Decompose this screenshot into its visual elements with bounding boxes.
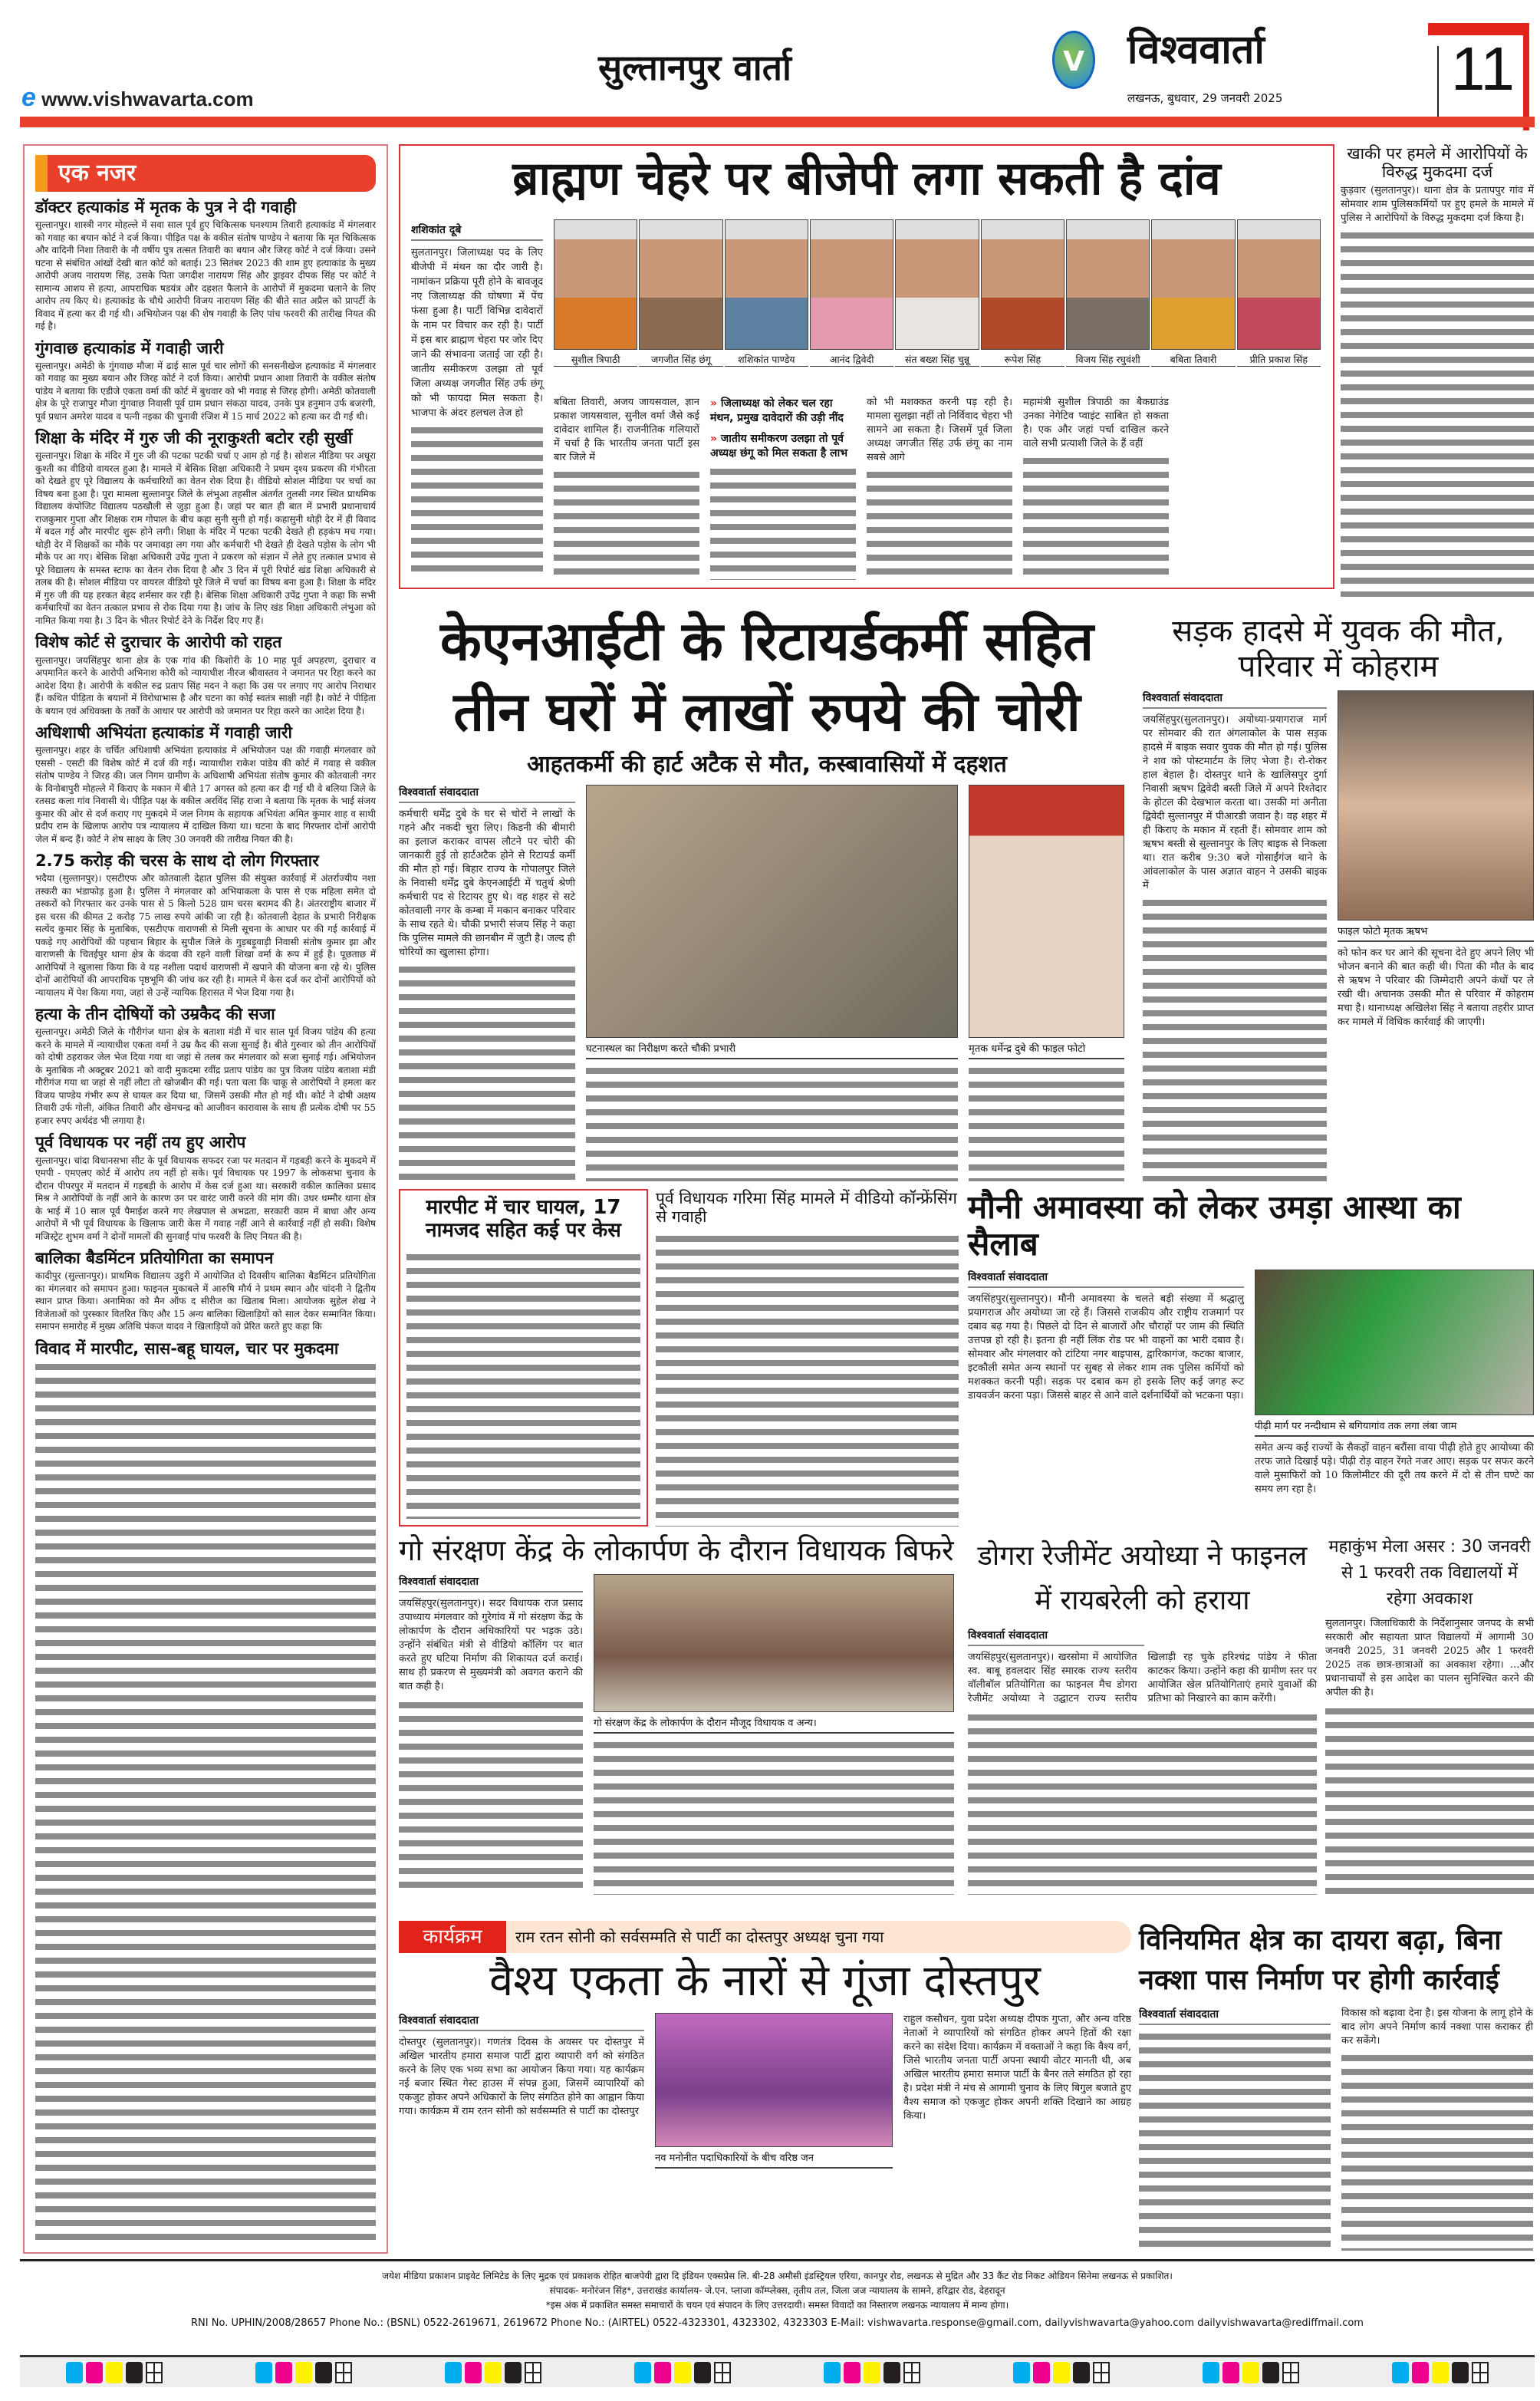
article-text: जयसिंहपुर(सुल्तानपुर)। मौनी अमावस्या के चलते बड़ी संख्या में श्रद्धालु प्रयागराज और अयोध्या जा रहे हैं। जिससे राजकीय और राष्ट्रीय राजमार्ग पर दबाव बढ़ गया है। पिछले दो दिन से बाजारों और चौराहों पर जाम की स्थिति उत्तपन्न हो रही है। इतना ही नहीं लिंक रोड पर भी वाहनों का भारी दबाव है। सोमवार और मंगलवार को टांटिया नगर बाइपास, द्वारिकागंज, कटका बाजार, इटकौली समेत अन्य स्थानों पर सुबह से लेकर शाम तक पुलिस कर्मियों को मशक्कत करनी पड़ी। सड़क पर दबाव कम हो इसके लिए कई जगह रूट डायवर्जन करना पड़ा। जिससे बाहर से आने वाले दर्शनार्थियों को भटकना पड़ा। bbox=[968, 1293, 1244, 1401]
pull-quotes bbox=[710, 396, 856, 580]
registration-mark-group bbox=[633, 2362, 732, 2383]
deceased-photo bbox=[1338, 690, 1534, 921]
knit-subhead: आहतकर्मी की हार्ट अटैक से मौत, कस्बावासियों में दहशत bbox=[527, 751, 1007, 778]
page-number: 11 bbox=[1451, 35, 1515, 103]
viniyamit-story bbox=[1139, 1921, 1534, 2251]
color-swatch bbox=[1452, 2362, 1469, 2383]
news-brief-headline: अधिशाषी अभियंता हत्याकांड में गवाही जारी bbox=[35, 723, 292, 743]
article-text: बबिता तिवारी, अजय जायसवाल, ज्ञान प्रकाश जायसवाल, सुनील वर्मा जैसे कई दावेदार शामिल हैं। राजनीतिक गलियारों में चर्चा है कि भारतीय जनता पार्टी इस बार जिले में bbox=[554, 397, 699, 463]
registration-mark-group bbox=[254, 2362, 354, 2383]
color-swatch bbox=[445, 2362, 462, 2383]
color-swatch bbox=[255, 2362, 272, 2383]
ek-nazar-stories bbox=[35, 192, 376, 2243]
candidate-card bbox=[554, 219, 637, 367]
news-brief-text: सुल्तानपुर। अमेठी जिले के गौरीगंज थाना क्षेत्र के बताशा मंडी में चार साल पूर्व विजय पांडेय की हत्या करने के मामले में न्यायाधीश एकता वर्मा ने उम्र कैद की सजा सुनाई है। बीते गुरुवार को तीन आरोपियों को दोषी ठहराकर जेल भेज दिया गया था जहां से तलब कर मंगलवार को सजा सुनाई गई। अभियोजन के मुताबिक नौ अक्टूबर 2021 को वादी मुकदमा रवींद्र प्रताप पांडेय का पुत्र विजय पांडेय बताशा मंडी गौरीगंज गया था जहां से नहीं लौटा तो खोजबीन की गई। पता चला कि चाकू से आरोपियों ने हमला कर विजय पाण्डेय गंभीर रूप से घायल कर दिया था, जिसमें उसकी मौत हो गई थी। कोर्ट ने दोषी अक्षय तिवारी उर्फ गोली, अंकित तिवारी और खेमचन्द्र को आजीवन कारावास के साथ ही प्रत्येक दोषी पर 55 हजार रुपए अर्थदंड भी लगाया है। bbox=[35, 1026, 376, 1126]
candidate-name: प्रीति प्रकाश सिंह bbox=[1237, 354, 1321, 367]
garima-headline: पूर्व विधायक गरिमा सिंह मामले में वीडियो कॉन्फ्रेंसिंग से गवाही bbox=[656, 1189, 957, 1227]
mahakumbh-headline: महाकुंभ मेला असर : 30 जनवरी से 1 फरवरी तक विद्यालयों में रहेगा अवकाश bbox=[1328, 1537, 1531, 1609]
khaki-headline: खाकी पर हमले में आरोपियों के विरुद्ध मुकदमा दर्ज bbox=[1347, 144, 1528, 182]
candidate-photos bbox=[554, 219, 1321, 367]
news-brief-headline: डॉक्टर हत्याकांड में मृतक के पुत्र ने दी गवाही bbox=[35, 198, 297, 216]
top-story-headline: ब्राह्मण चेहरे पर बीजेपी लगा सकती है दांव bbox=[512, 152, 1221, 206]
color-swatch bbox=[654, 2362, 671, 2383]
registration-mark-group bbox=[1012, 2362, 1111, 2383]
color-swatch bbox=[824, 2362, 841, 2383]
news-brief-text: सुल्तानपुर। शिक्षा के मंदिर में गुरु जी की पटका पटकी चर्चा ए आम हो गई है। सोशल मीडिया पर अधूरा कुश्ती का वीडियो वायरल हुआ है। मामले में बेसिक शिक्षा अधिकारी ने प्रथम दृश्य प्रकरण की गंभीरता को देखते हुए पूरे विद्यालय के कर्मचारियों का वेतन रोक दिया है। वीडियो सोशल मीडिया पर चर्चा का विषय बना हुआ है। पूरा मामला सुल्तानपुर जिले के लंभुआ तहसील अंतर्गत तुलसी नगर स्थित प्राथमिक विद्यालय कंपोजिट विद्यालय पठखौली से जुड़ा हुआ है। जहां पर बात ही बात में प्रभारी प्रधानाचार्य राजकुमार गुप्ता और शिक्षक राम गोपाल के बीच कहा सुनी सुनी हो गई। कहासुनी थोड़ी देर में ही विवाद में बदल गई और मारपीट शुरू होने लगी। शिक्षा के मंदिर में पटका पटकी देखते ही हड़कंप मच गया। थोड़ी देर में शिक्षकों का मौके पर जमावड़ा लग गया और कर्मचारी भी देखते ही देखते पड़ोस के लोग भी मौके पर आ गए। बेसिक शिक्षा अधिकारी उपेंद्र गुप्ता ने प्रकरण को संज्ञान में लेते हुए तत्काल प्रभाव से पूरे विद्यालय के समस्त स्टाफ का वेतन रोक दिया है और 3 दिन में पूरी रिपोर्ट खंड शिक्षा अधिकारी से तलब की है। सोशल मीडिया पर वायरल वीडियो पूरे जिले में चर्चा का विषय बना हुआ है। शिक्षा के मंदिर में गुरु जी की यह हरकत बेहद शर्मसार कर रही है। बेसिक शिक्षा अधिकारी उपेंद्र गुप्ता ने कहा कि सभी कर्मचारियों का वेतन तत्काल प्रभाव से रोक दिया गया है। जांच के लिए खंड शिक्षा अधिकारी लंभुआ को नामित किया गया है। 3 दिन के भीतर रिपोर्ट देने के निर्देश दिए गए हैं। bbox=[35, 450, 376, 626]
marpeet-headline: मारपीट में चार घायल, 17 नामजद सहित कई पर केस bbox=[426, 1196, 621, 1242]
byline: विश्ववार्ता संवाददाता bbox=[968, 1270, 1244, 1288]
candidate-name: बबिता तिवारी bbox=[1151, 354, 1235, 367]
karyakram-story bbox=[399, 1921, 1131, 2251]
imprint-publisher: जयेश मीडिया प्रकाशन प्राइवेट लिमिटेड के लिए मुद्रक एवं प्रकाशक रोहित बाजपेयी द्वारा दि इंडियन एक्सप्रेस लि. बी-28 अमौसी इंडस्ट्रियल एरिया, कानपुर रोड, लखनऊ से मुद्रित और 33 कैंट रोड निकट ओडियन सिनेमा लखनऊ से प्रकाशित। bbox=[382, 2271, 1173, 2281]
knit-story bbox=[399, 606, 1135, 1181]
candidate-name: विजय सिंह रघुवंशी bbox=[1066, 354, 1150, 367]
candidate-photo bbox=[1066, 219, 1150, 350]
article-text: को भी मशक्कत करनी पड़ रही है। मामला सुलझा नहीं तो निर्विवाद चेहरा भी सामने आ सकता है। जिसमें पूर्व जिला अध्यक्ष जगजीत सिंह उर्फ छंगू का नाम सबसे आगे bbox=[867, 397, 1012, 463]
registration-mark-icon bbox=[714, 2362, 731, 2383]
article-text: दोस्तपुर (सुलतानपुर)। गणतंत्र दिवस के अवसर पर दोस्तपुर में अखिल भारतीय हमारा समाज पार्टी द्वारा व्यापारी वर्ग को संगठित करने के लिए एक भव्य सभा का आयोजन किया गया। यह कार्यक्रम नई बजार स्थित गेस्ट हाउस में संपन्न हुआ, जिसमें व्यापारियों को एकजुट होकर अपने अधिकारों के लिए संगठित होने का आह्वान किया गया। कार्यक्रम में राम रतन सोनी को सर्वसम्मति से पार्टी का दोस्तपुर bbox=[399, 2037, 644, 2117]
news-brief-text: सुल्तानपुर। शास्त्री नगर मोहल्ले में सवा साल पूर्व हुए चिकित्सक घनश्याम तिवारी हत्याकांड में मंगलवार को गवाह का बयान कोर्ट ने दर्ज किया। पीड़ित पक्ष के वकील संतोष पाण्डेय ने बताया कि मृत चिकित्सक और वादिनी निशा तिवारी के नौ वर्षीय पुत्र तत्सत तिवारी का बयान और जिरह कोर्ट ने दर्ज किया। उसने घटना से संबंधित आंखों देखी बात कोर्ट को बताई। 23 सितंबर 2023 की शाम हुए हत्याकांड के मुख्य आरोपी अजय नारायण सिंह, उसके पिता जगदीश नारायण सिंह और ड्राइवर दीपक सिंह पर कोर्ट ने सामान्य आशय से हत्या, आपराधिक षडयंत्र और दहशत फैलाने के आरोपों में मुकदमा चलाने के लिए आरोप तय किए थे। हत्याकांड के चौथे आरोपी विजय नारायण सिंह की बीते सात अप्रैल को प्रापर्टी के विवाद में हत्या कर दी गई थी। अभियोजन पक्ष की शेष गवाही के लिए पांच फरवरी की तारीख नियत की गई है। bbox=[35, 219, 376, 332]
text-placeholder bbox=[35, 1360, 376, 2243]
news-brief-headline: 2.75 करोड़ की चरस के साथ दो लोग गिरफ्तार bbox=[35, 851, 319, 871]
inspection-photo bbox=[586, 785, 958, 1038]
color-swatch bbox=[1013, 2362, 1030, 2383]
color-swatch bbox=[505, 2362, 522, 2383]
candidate-photo bbox=[810, 219, 893, 350]
color-swatch bbox=[1412, 2362, 1429, 2383]
candidate-card bbox=[639, 219, 722, 367]
candidate-photo bbox=[1237, 219, 1321, 350]
color-swatch bbox=[1262, 2362, 1279, 2383]
byline: विश्ववार्ता संवाददाता bbox=[399, 2013, 644, 2031]
color-swatch bbox=[1222, 2362, 1239, 2383]
news-brief-headline: विशेष कोर्ट से दुराचार के आरोपी को राहत bbox=[35, 633, 282, 652]
karyakram-headline: वैश्य एकता के नारों से गूंजा दोस्तपुर bbox=[489, 1956, 1041, 2006]
imprint-disclaimer: *इस अंक में प्रकाशित समस्त समाचारों के चयन एवं संपादन के लिए उत्तरदायी। समस्त विवादों का निस्तारण लखनऊ न्यायालय में मान्य होगा। bbox=[545, 2300, 1009, 2310]
registration-mark-group bbox=[443, 2362, 543, 2383]
news-brief-headline: बालिका बैडमिंटन प्रतियोगिता का समापन bbox=[35, 1249, 274, 1268]
registration-mark-icon bbox=[1472, 2362, 1489, 2383]
byline: विश्ववार्ता संवाददाता bbox=[399, 785, 575, 803]
candidate-name: जगजीत सिंह छंगू bbox=[639, 354, 722, 367]
news-brief-headline: गुंगवाछ हत्याकांड में गवाही जारी bbox=[35, 338, 224, 357]
deceased-photo bbox=[969, 785, 1124, 1038]
registration-mark-group bbox=[822, 2362, 922, 2383]
candidate-card bbox=[1066, 219, 1150, 367]
color-swatch bbox=[634, 2362, 651, 2383]
photo-caption: नव मनोनीत पदाधिकारियों के बीच वरिष्ठ जन bbox=[655, 2147, 893, 2169]
registration-mark-icon bbox=[335, 2362, 352, 2383]
byline: विश्ववार्ता संवाददाता bbox=[399, 1574, 583, 1592]
candidate-card bbox=[1151, 219, 1235, 367]
article-text: समेत अन्य कई राज्यों के सैकड़ों वाहन बरौंसा वाया पीढ़ी होते हुए आयोध्या की तरफ जाते दिखाई पड़े। पीढ़ी रोड़ वाहन रेंगते नजर आए। सड़क पर सफर करने वाले मुसाफिरों को 10 किलोमीटर की दूरी तय करने में दो से तीन घण्टे का समय लग रहा है। bbox=[1255, 1441, 1534, 1495]
candidate-photo bbox=[895, 219, 979, 350]
khaki-story bbox=[1341, 144, 1534, 597]
color-swatch bbox=[1033, 2362, 1050, 2383]
color-swatch bbox=[1432, 2362, 1449, 2383]
byline: विश्ववार्ता संवाददाता bbox=[1143, 690, 1327, 709]
candidate-card bbox=[1237, 219, 1321, 367]
news-brief-text: कादीपुर (सुल्तानपुर)। प्राथमिक विद्यालय उडुरी में आयोजित दो दिवसीय बालिका बैडमिंटन प्रतियोगिता का मंगलवार को समापन हुआ। फाइनल मुकाबले में आरुषि मौर्य ने प्रथम स्थान और चांदनी ने द्वितीय स्थान प्राप्त किया। अनामिका को मैन ऑफ द सीरीज का खिताब मिला। आयोजक सुहेल शेख ने विजेताओं को पुरस्कार वितरित किए और 15 अन्य बालिका खिलाड़ियों को साल देकर सम्मानित किया। समापन समारोह में मुख्य अतिथि पंकज यादव ने खिलाड़ियों को प्रेरित करते हुए कहा कि bbox=[35, 1270, 376, 1332]
section-tag: कार्यक्रम bbox=[399, 1921, 506, 1953]
photo-caption: घटनास्थल का निरीक्षण करते चौकी प्रभारी bbox=[586, 1038, 958, 1059]
color-swatch bbox=[66, 2362, 83, 2383]
traffic-jam-photo bbox=[1255, 1270, 1534, 1415]
registration-mark-group bbox=[1390, 2362, 1490, 2383]
article-text: को फोन कर घर आने की सूचना देते हुए अपने लिए भी भोजन बनाने की बात कही थी। पिता की मौत के बाद से ऋषभ ने परिवार की जिम्मेदारी अपने कंधों पर ले रखी थी। अचानक उसकी मौत से परिवार में कोहराम मचा है। थानाध्यक्ष अखिलेश सिंह ने बताया तहरीर प्राप्त कर मामले में विधिक कार्रवाई की जाएगी। bbox=[1338, 947, 1534, 1028]
color-swatch bbox=[1203, 2362, 1219, 2383]
dateline: लखनऊ, बुधवार, 29 जनवरी 2025 bbox=[1127, 91, 1283, 105]
color-swatch bbox=[465, 2362, 482, 2383]
candidate-card bbox=[981, 219, 1065, 367]
registration-mark-icon bbox=[525, 2362, 541, 2383]
brand-name: विश्ववार्ता bbox=[1127, 27, 1265, 73]
news-brief-text: भदैया (सुल्तानपुर)। एसटीएफ और कोतवाली देहात पुलिस की संयुक्त कार्रवाई में अंतर्राज्यीय नशा तस्करी का भंडाफोड़ हुआ है। पुलिस ने मंगलवार को अभियाकला के पास से एक महिला समेत दो तस्करों को गिरफ्तार कर उनके पास से 5 किलो 528 ग्राम चरस बरामद की है। अंतरराष्ट्रीय बाजार में इस चरस की कीमत 2 करोड़ 75 लाख रुपये आंकी जा रही है। कोतवाली देहात के प्रभारी निरीक्षक सत्येंद कुमार सिंह के मुताबिक, एसटीएफ वाराणसी से मिली सूचना के आधार पर की गई कार्रवाई में पकड़े गए आरोपियों की पहचान बिहार के सुपौल जिले के गुड़बड़ूवाड़ी निवासी संतोष कुमार झा और वाराणसी के चितईपुर थाना क्षेत्र के कंदवा की रहने वाली शिखा वर्मा के रूप में हुई है। पूछताछ में आरोपियों ने खुलासा किया कि वे यह नशीला पदार्थ वाराणसी में खपाने की योजना बना रहे थे। पुलिस दोनों आरोपियों की आपराधिक पृष्ठभूमि की जांच कर रही है। मामले में केस दर्ज कर दोनों आरोपियों को न्यायालय में पेश किया गया, जहां से उन्हें न्यायिक हिरासत में भेज दिया गया है। bbox=[35, 873, 376, 998]
go-sanrakshan-story bbox=[399, 1534, 955, 1895]
dogra-story bbox=[968, 1534, 1317, 1895]
top-story bbox=[399, 144, 1334, 589]
photo-caption: मृतक धर्मेन्द्र दुबे की फाइल फोटो bbox=[969, 1038, 1124, 1059]
knit-headline: केएनआईटी के रिटायर्डकर्मी सहित तीन घरों में लाखों रुपये की चोरी bbox=[440, 610, 1094, 743]
candidate-photo bbox=[1151, 219, 1235, 350]
pull-quote: » जातीय समीकरण उलझा तो पूर्व अध्यक्ष छंगू को मिल सकता है लाभ bbox=[710, 433, 848, 459]
marpeet-story bbox=[399, 1189, 648, 1527]
go-sanrakshan-headline: गो संरक्षण केंद्र के लोकार्पण के दौरान विधायक बिफरे bbox=[399, 1533, 954, 1567]
viniyamit-headline: विनियमित क्षेत्र का दायरा बढ़ा, बिना नक्शा पास निर्माण पर होगी कार्रवाई bbox=[1139, 1925, 1502, 1996]
pull-quote: » जिलाध्यक्ष को लेकर चल रहा मंथन, प्रमुख दावेदारों की उड़ी नींद bbox=[710, 397, 844, 424]
candidate-card bbox=[895, 219, 979, 367]
article-text: सुलतानपुर। जिलाध्यक्ष पद के लिए बीजेपी में मंथन का दौर जारी है। नामांकन प्रक्रिया पूरी होने के बावजूद नए जिलाध्यक्ष की घोषणा में पेंच फंसा हुआ है। पार्टी विभिन्न दावेदारों के नाम पर विचार कर रही है। पार्टी में इस बार ब्राह्मण चेहरा पर जोर दिए जाने की संभावना जताई जा रही है। जातीय समीकरण उलझा तो पूर्व जिला अध्यक्ष जगजीत सिंह उर्फ छंगू को भी फायदा मिल सकता है। भाजपा के अंदर हलचल तेज हो bbox=[411, 247, 543, 419]
garima-story bbox=[656, 1189, 959, 1527]
article-text: जयसिंहपुर(सुलतानपुर)। सदर विधायक राज प्रसाद उपाध्याय मंगलवार को गुरेगांव में गो संरक्षण केंद्र के लोकार्पण के दौरान अधिकारियों पर भड़क उठे। उन्होंने संबंधित मंत्री से वीडियो कॉलिंग पर बात करते हुए घटिया निर्माण की शिकायत दर्ज कराई। साथ ही प्रकरण से मुख्यमंत्री को अवगत कराने की बात कही है। bbox=[399, 1597, 583, 1692]
header-rule bbox=[20, 117, 1535, 127]
accident-story bbox=[1143, 614, 1534, 1181]
color-swatch bbox=[1053, 2362, 1070, 2383]
event-photo bbox=[655, 2013, 893, 2147]
byline: शशिकांत दूबे bbox=[411, 222, 543, 241]
website[interactable]: e www.vishwavarta.com bbox=[21, 83, 254, 112]
print-color-bar bbox=[20, 2355, 1535, 2387]
section-title: सुल्तानपुर वार्ता bbox=[598, 47, 791, 88]
article-text: महामंत्री सुशील त्रिपाठी का बैकग्राउंड उनका नेगेटिव प्वाइंट साबित हो सकता है। एक और जहां पर्चा दाखिल करने वाले सभी प्रत्याशी जिले के हैं वहीं bbox=[1023, 397, 1169, 450]
page-number-box bbox=[1428, 23, 1529, 130]
registration-mark-icon bbox=[146, 2362, 163, 2383]
candidate-photo bbox=[981, 219, 1065, 350]
color-swatch bbox=[275, 2362, 292, 2383]
candidate-name: आनंद द्विवेदी bbox=[810, 354, 893, 367]
color-swatch bbox=[864, 2362, 880, 2383]
candidate-name: शशिकांत पाण्डेय bbox=[725, 354, 808, 367]
candidate-name: रूपेश सिंह bbox=[981, 354, 1065, 367]
article-text: राहुल कसौधन, युवा प्रदेश अध्यक्ष दीपक गुप्ता, और अन्य वरिष्ठ नेताओं ने व्यापारियों को संगठित होकर अपने हितों की रक्षा करने का संदेश दिया। कार्यक्रम में वक्ताओं ने कहा कि वैश्य वर्ग, जिसे भारतीय जनता पार्टी अपना स्थायी वोटर मानती थी, अब अखिल भारतीय हमारा समाज पार्टी के बैनर तले संगठित हो रहा है। प्रदेश मंत्री ने मंच से आगामी चुनाव के लिए बिगुल बजाते हुए वैश्य समाज को एकजुट होकर अपनी शक्ति दिखाने का आग्रह किया। bbox=[903, 2014, 1131, 2122]
byline: विश्ववार्ता संवाददाता bbox=[1139, 2007, 1331, 2025]
ek-nazar-column bbox=[23, 144, 388, 2254]
article-text: जयसिंहपुर(सुलतानपुर)। खरसोमा में आयोजित स्व. बाबू हवलदार सिंह स्मारक राज्य स्तरीय वॉलीबॉल प्रतियोगिता का फाइनल मैच डोगरा रेजीमेंट अयोध्या ने उद्घाटन राज्य स्तरीय खिलाड़ी रह चुके हरिश्चंद्र पांडेय ने फीता काटकर किया। उन्होंने कहा की ग्रामीण स्तर पर आयोजित खेल प्रतियोगिताएं हमारे युवाओं की प्रतिभा को निखारने का काम करेंगी। bbox=[968, 1652, 1317, 1704]
news-brief-headline: विवाद में मारपीट, सास-बहू घायल, चार पर मुकदमा bbox=[35, 1339, 339, 1358]
article-text: कुड़वार (सुलतानपुर)। थाना क्षेत्र के प्रतापपुर गांव में सोमवार शाम पुलिसकर्मियों पर हुए हमले के मामले में पुलिस ने आरोपियों के विरुद्ध मुकदमा दर्ज किया है। bbox=[1341, 185, 1534, 225]
news-brief-text: सुल्तानपुर। अमेठी के गुंगवाछ मौजा में ढाई साल पूर्व चार लोगों की सनसनीखेज हत्याकांड में मंगलवार को गवाह का मुख्य बयान और जिरह कोर्ट ने दर्ज किया। आरोपी प्रधान आशा तिवारी के वकील संतोष पांडेय ने बताया कि एडीजे एकता वर्मा की कोर्ट में बुधवार को भी गवाह से जिरह होगी। अमेठी कोतवाली क्षेत्र के पूरे राजापुर मौजा गुंगवाछ निवासी पूर्व ग्राम प्रधान संकठा यादव, उनके पुत्र हनुमान उर्फ बजरंगी, पूर्व प्रधान अमरेश यादव व पत्नी नइका की चुनावी रंजिश में 15 मार्च 2022 को हत्या कर दी गई थी। bbox=[35, 360, 376, 422]
mauni-story bbox=[968, 1189, 1534, 1527]
kicker: राम रतन सोनी को सर्वसम्मति से पार्टी का दोस्तपुर अध्यक्ष चुना गया bbox=[515, 1928, 884, 1946]
registration-mark-group bbox=[64, 2362, 164, 2383]
news-brief-text: सुल्तानपुर। शहर के चर्चित अधिशाषी अभियंता हत्याकांड में अभियोजन पक्ष की गवाही मंगलवार को एससी - एसटी की विशेष कोर्ट में दर्ज की गई। न्यायाधीश राकेश पांडेय की कोर्ट में गवाह से वकील संतोष पाण्डेय ने जिरह की। जल निगम ग्रामीण के अधिशाषी अभियंता संतोष कुमार की कोतवाली नगर के विनोबापुरी मोहल्ले में किराए के मकान में बीते 17 अगस्त को हत्या कर दी गई थी वे बलिया जिले के रतसड कला गांव निवासी थे। पीड़ित पक्ष के वकील अरविंद सिंह राजा ने बताया कि मृतक के भाई संजय कुमार की ओर से दर्ज कराए गए मुकदमे में जल निगम के सहायक अभियंता अमित कुमार शाह व साथी प्रदीप राम के खिलाफ आरोप पत्र न्यायालय में दाखिल किया था। घटना के बाद गिरफ्तार दोनों आरोपी जेल में बन्द हैं। कोर्ट ने शेष साक्ष्य के लिए 30 जनवरी की तारीख नियत की है। bbox=[35, 745, 376, 845]
dogra-headline: डोगरा रेजीमेंट अयोध्या ने फाइनल में रायबरेली को हराया bbox=[977, 1540, 1308, 1616]
candidate-photo bbox=[639, 219, 722, 350]
photo-caption: फाइल फोटो मृतक ऋषभ bbox=[1338, 921, 1534, 942]
color-swatch bbox=[1242, 2362, 1259, 2383]
photo-caption: गो संरक्षण केंद्र के लोकार्पण के दौरान मौजूद विधायक व अन्य। bbox=[594, 1712, 954, 1734]
mauni-headline: मौनी अमावस्या को लेकर उमड़ा आस्था का सैलाब bbox=[968, 1188, 1461, 1263]
article-text: कर्मचारी धर्मेंद्र दुबे के घर से चोरों ने लाखों के गहने और नकदी चुरा लिए। किडनी की बीमारी का इलाज कराकर वापस लौटने पर चोरी की जानकारी हुई तो हार्टअटैक होने से रिटायर्ड कर्मी की मौत हो गई। बिहार राज्य के गोपालपुर जिले के निवासी धर्मेंद्र दुबे केएनआईटी में चतुर्थ श्रेणी कर्मचारी पद से रिटायर हुए थे। वह शहर से सटे कोतवाली नगर के कम्बा में मकान बनाकर परिवार के साथ रहते थे। चौकी प्रभारी संजय सिंह ने कहा कि पुलिस मामले की छानबीन में जुटी है। जल्द ही चोरियों का खुलासा होगा। bbox=[399, 808, 575, 958]
browser-e-icon: e bbox=[21, 83, 36, 112]
news-brief-headline: पूर्व विधायक पर नहीं तय हुए आरोप bbox=[35, 1133, 246, 1152]
color-swatch bbox=[674, 2362, 691, 2383]
imprint-editor: संपादक- मनोरंजन सिंह*, उत्तराखंड कार्यालय- जे.एन. प्लाजा कॉम्प्लेक्स, तृतीय तल, जिला जज न्यायालय के सामने, हरिद्वार रोड, देहरादून bbox=[549, 2285, 1005, 2296]
registration-mark-icon bbox=[903, 2362, 920, 2383]
imprint bbox=[20, 2259, 1535, 2330]
candidate-photo bbox=[725, 219, 808, 350]
inauguration-photo bbox=[594, 1574, 954, 1712]
article-text: सुलतानपुर। जिलाधिकारी के निर्देशानुसार जनपद के सभी सरकारी और सहायता प्राप्त विद्यालयों में आगामी 30 जनवरी 2025, 31 जनवरी 2025 और 1 फरवरी 2025 तक छात्र-छात्राओं का अवकाश रहेगा। ...और प्रधानाचार्यों से इस आदेश का पालन सुनिश्चित करने की अपील की है। bbox=[1325, 1618, 1534, 1698]
candidate-photo bbox=[554, 219, 637, 350]
registration-mark-group bbox=[1201, 2362, 1301, 2383]
color-swatch bbox=[485, 2362, 502, 2383]
masthead bbox=[0, 0, 1540, 138]
news-brief-headline: शिक्षा के मंदिर में गुरु जी की नूराकुश्ती बटोर रही सुर्खी bbox=[35, 429, 353, 448]
color-swatch bbox=[295, 2362, 312, 2383]
news-brief-headline: हत्या के तीन दोषियों को उम्रकैद की सजा bbox=[35, 1005, 275, 1024]
brand-logo-icon: V bbox=[1052, 31, 1095, 89]
byline: विश्ववार्ता संवाददाता bbox=[968, 1628, 1144, 1646]
color-swatch bbox=[844, 2362, 860, 2383]
news-brief-text: सुल्तानपुर। जयसिंहपुर थाना क्षेत्र के एक गांव की किशोरी के 10 माह पूर्व अपहरण, दुराचार व अपमानित करने के आरोपी अभिनाश कोरी को न्यायाधीश नीरज श्रीवास्तव ने जमानत पर रिहा करने का आदेश दिया है। आरोपी के वकील रुद्र प्रताप सिंह मदन ने कहा कि उस पर लगाए गए आरोप निराधार हैं। कथित पीड़िता के बयानों में विरोधाभास है और घटना का कोई स्वतंत्र साक्षी नहीं है। कोर्ट ने पीड़िता के बयान एवं अधिवक्ता के तर्कों के आधार पर आरोपी को जमानत पर रिहा करने का आदेश दिया है। bbox=[35, 654, 376, 716]
photo-caption: पीढ़ी मार्ग पर नन्दीधाम से बगियागांव तक लगा लंबा जाम bbox=[1255, 1415, 1534, 1437]
candidate-name: सुशील त्रिपाठी bbox=[554, 354, 637, 367]
registration-mark-icon bbox=[1282, 2362, 1299, 2383]
candidate-card bbox=[810, 219, 893, 367]
candidate-card bbox=[725, 219, 808, 367]
accident-headline: सड़क हादसे में युवक की मौत, परिवार में कोहराम bbox=[1172, 614, 1505, 684]
news-brief-text: सुल्तानपुर। चांदा विधानसभा सीट के पूर्व विधायक सफदर रजा पर मतदान में गड़बड़ी करने के मुकदमे में एमपी - एमएलए कोर्ट में आरोप तय नहीं हो सके। पूर्व विधायक पर 1997 के लोकसभा चुनाव के दौरान पीपरपुर में मतदान में गड़बड़ी के आरोप में केस दर्ज हुआ था। सरकारी वकील कालिका प्रसाद मिश्र ने आरोपियों के नहीं आने के कारण उन पर वारंट जारी करने की मांग की। उधर धम्मौर थाना क्षेत्र के भाई में 10 साल पूर्व पैमाईश करने गए लेखपाल से अभद्रता, सरकारी काम में बाधा और अन्य आरोपों में भी पूर्व विधायक के खिलाफ जारी केस में गवाह नहीं आने से कार्रवाई नहीं हो सकी। विशेष मजिस्ट्रेट शुभम वर्मा ने दोनों मामलों की सुनवाई पांच फरवरी के लिए नियत की है। bbox=[35, 1154, 376, 1242]
color-swatch bbox=[1073, 2362, 1090, 2383]
ek-nazar-label: एक नजर bbox=[35, 155, 376, 192]
color-swatch bbox=[86, 2362, 103, 2383]
registration-mark-icon bbox=[1093, 2362, 1110, 2383]
article-text: विकास को बढ़ावा देना है। इस योजना के लागू होने के बाद लोग अपने निर्माण कार्य नक्शा पास कराकर ही कर सकेंगे। bbox=[1341, 2007, 1533, 2047]
candidate-name: संत बख्श सिंह चुन्नू bbox=[895, 354, 979, 367]
color-swatch bbox=[126, 2362, 143, 2383]
imprint-contact: RNI No. UPHIN/2008/28657 Phone No.: (BSNL) 0522-2619671, 2619672 Phone No.: (AIRTEL) 0522-4323301, 4323302, 4323303 E-Mail: vishwavarta.response@gmail.com, dailyvishwavarta@yahoo.com dailyvishwavarta@rediffmail.com bbox=[191, 2317, 1364, 2329]
color-swatch bbox=[694, 2362, 711, 2383]
color-swatch bbox=[315, 2362, 332, 2383]
color-swatch bbox=[1392, 2362, 1409, 2383]
kicker-band bbox=[399, 1921, 1131, 1953]
color-swatch bbox=[884, 2362, 900, 2383]
article-text: जयसिंहपुर(सुलतानपुर)। अयोध्या-प्रयागराज मार्ग पर सोमवार की रात अंगलाकोल के पास सड़क हादसे में बाइक सवार युवक की मौत हो गई। पुलिस ने शव को पोस्टमार्टम के लिए भेजा है। रो-रोकर हाल बेहाल है। दोस्तपुर थाने के खालिसपुर दुर्गा निवासी ऋषभ द्विवेदी बस्ती जिले में अपने रिश्तेदार के होटल की देखभाल करता था। उसकी मां अनीता द्विवेदी सुल्तानपुर में पीआरडी जवान है। वह शहर में ही किराए के मकान में रहती हैं। सोमवार शाम को ऋषभ बस्ती से सुल्तानपुर के लिए बाइक से निकला था। रात करीब 9:30 बजे गोसाईंगंज थाने के आंवलाकोल के पास अज्ञात वाहन ने उसकी बाइक में bbox=[1143, 714, 1327, 891]
color-swatch bbox=[106, 2362, 123, 2383]
mahakumbh-story bbox=[1325, 1534, 1534, 1895]
